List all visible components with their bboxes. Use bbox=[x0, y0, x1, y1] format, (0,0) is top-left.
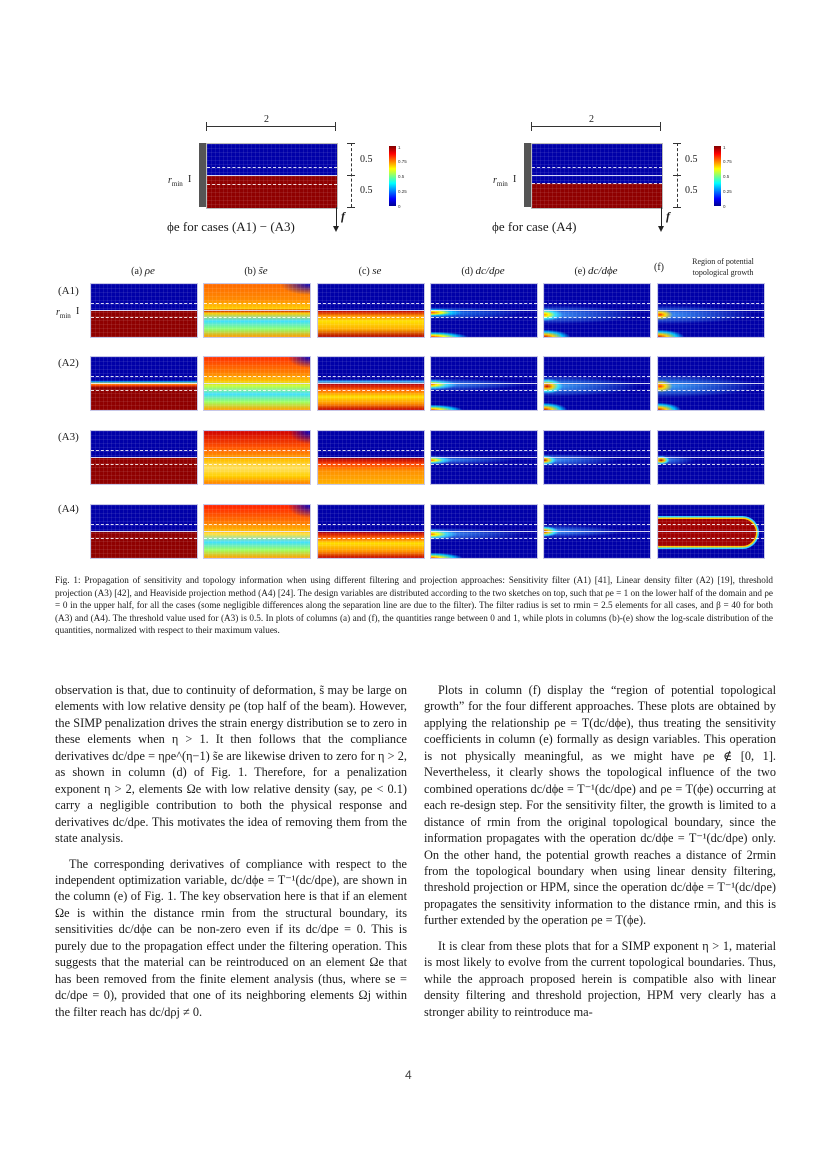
column-header-f: (f) Region of potential topological growth bbox=[654, 257, 754, 277]
panel-a2-growth-region bbox=[657, 356, 765, 411]
panel-a1-rho bbox=[90, 283, 198, 338]
panel-a4-growth-region bbox=[657, 504, 765, 559]
panel-a1-strain-energy-unpenalized bbox=[203, 283, 311, 338]
panel-a3-dc-dphi bbox=[543, 430, 651, 485]
page-number: 4 bbox=[405, 1068, 412, 1082]
width-label: 2 bbox=[264, 114, 269, 125]
panel-a1-dc-dphi bbox=[543, 283, 651, 338]
column-header-b: (b) s̃e bbox=[244, 265, 268, 277]
design-domain bbox=[206, 143, 338, 209]
row-label-a4: (A4) bbox=[58, 503, 79, 515]
colorbar-tick: 0.5 bbox=[723, 174, 730, 179]
rmin-row-label: $r_{min}$ bbox=[56, 307, 71, 320]
panel-a1-growth-region bbox=[657, 283, 765, 338]
column-header-d: (d) dc/dρe bbox=[461, 265, 505, 277]
colorbar bbox=[714, 146, 721, 206]
panel-a4-dc-drho bbox=[430, 504, 538, 559]
row-label-a1: (A1) bbox=[58, 285, 79, 297]
panel-a4-strain-energy-unpenalized bbox=[203, 504, 311, 559]
panel-a1-dc-drho bbox=[430, 283, 538, 338]
colorbar-tick: 0 bbox=[398, 204, 401, 209]
panel-a3-growth-region bbox=[657, 430, 765, 485]
figure-caption: Fig. 1: Propagation of sensitivity and topology information when using different filtering and projection approaches: Sensitivity filter (A1) [41], Linear density filter (A2) [19], threshold projection (A3) [42], and Heaviside projection method (A4) [24]. The design variables are distributed according to the two sketches on top, such that ρe = 1 on the lower half of the domain and ρe = 0 in the upper half, for all the cases (some negligible differences along the separation line are due to the filter). The filter radius is set to rmin = 2.5 elements for all cases, and β = 40 for both (A3) and (A4). The threshold value used for (A3) is 0.5. In plots of columns (a) and (f), the quantities range between 0 and 1, while plots in columns (b)-(e) show the log-scale distribution of the quantities, normalized with respect to their maximum values. bbox=[55, 575, 773, 635]
paragraph: observation is that, due to continuity of deformation, s̃ may be large on elements with low relative density ρe (top half of the beam). However, the SIMP penalization drives the strain energy distribution se to zero in these elements when η > 1. It then follows that the compliance derivatives dc/dρe = ηρe^(η−1) s̃e are likewise driven to zero for η > 2, as shown in column (d) of Fig. 1. Therefore, for a penalization exponent η > 2, elements Ωe with low relative density (say, ρe < 0.1) carry a negligible contribution to both the physical response and derivatives dc/dρe. This motivates the idea of removing them from the state analysis. bbox=[55, 683, 407, 846]
colorbar-tick: 1 bbox=[723, 145, 726, 150]
panel-a2-dc-drho bbox=[430, 356, 538, 411]
sketch-caption: ϕe for cases (A1) − (A3) bbox=[167, 219, 295, 234]
width-dimension bbox=[531, 126, 661, 127]
lower-height-label: 0.5 bbox=[685, 185, 698, 196]
left-column bbox=[55, 682, 407, 1020]
panel-a2-dc-dphi bbox=[543, 356, 651, 411]
colorbar-tick: 0.75 bbox=[398, 159, 407, 164]
panel-a4-strain-energy bbox=[317, 504, 425, 559]
column-header-a: (a) ρe bbox=[131, 265, 155, 277]
fixed-wall bbox=[199, 143, 206, 207]
paragraph: Plots in column (f) display the “region of potential topological growth” for the four different approaches. These plots are obtained by applying the relationship ρe = T(dc/dϕe), thus treating the sensitivity coefficients in column (e) formally as design variables. This operation is not physically meaningful, as we might have ρe ∉ [0, 1]. Nevertheless, it clearly shows the topological influence of the two combined operations dc/dϕe = T⁻¹(dc/dρe) and ρe = T(ϕe) occurring at each re-design step. For the sensitivity filter, the growth is limited to a distance of rmin from the original topological boundary, since the information propagates with the operation dc/dϕe = T⁻¹(dc/dρe) only. On the other hand, the potential growth reaches a distance of 2rmin from the topological boundary when using linear density filtering, threshold projection or HPM, since the operation dc/dϕe = T⁻¹(dc/dρe) propagates the sensitivity information to the distance rmin, and this is further extended by the operation ρe = T(ϕe). bbox=[424, 683, 776, 928]
panel-a2-strain-energy bbox=[317, 356, 425, 411]
force-arrow-icon bbox=[336, 207, 337, 229]
panel-a3-strain-energy bbox=[317, 430, 425, 485]
paragraph: The corresponding derivatives of compliance with respect to the independent optimization variable, dc/dϕe = T⁻¹(dc/dρe), are shown in the column (e) of Fig. 1. The key observation here is that if an element Ωe is within the distance rmin from the structural boundary, its sensitivities dc/dϕe can be non-zero even if its dc/dρe = 0. This is purely due to the propagation effect under the filtering operation. This suggests that the material can be reintroduced on an element Ωe that has been removed from the finite element analysis (thus, where se = dc/dρe = 0), provided that one of its neighboring elements Ωj within the filter reach has dc/dρj ≠ 0. bbox=[55, 856, 407, 1019]
colorbar bbox=[389, 146, 396, 206]
panel-a4-dc-dphi bbox=[543, 504, 651, 559]
rmin-bracket-icon: I bbox=[513, 174, 517, 185]
rmin-bracket-icon: I bbox=[188, 174, 192, 185]
width-label: 2 bbox=[589, 114, 594, 125]
row-label-a2: (A2) bbox=[58, 357, 79, 369]
sketch-caption: ϕe for case (A4) bbox=[492, 219, 577, 234]
design-domain bbox=[531, 143, 663, 209]
column-header-e: (e) dc/dϕe bbox=[574, 265, 618, 277]
row-label-a3: (A3) bbox=[58, 431, 79, 443]
upper-height-label: 0.5 bbox=[685, 154, 698, 165]
rmin-label: $r_{min}$ bbox=[493, 175, 508, 188]
panel-a3-strain-energy-unpenalized bbox=[203, 430, 311, 485]
rmin-bracket-icon: I bbox=[76, 306, 80, 317]
colorbar-tick: 0.25 bbox=[398, 189, 407, 194]
colorbar-tick: 0 bbox=[723, 204, 726, 209]
colorbar-tick: 1 bbox=[398, 145, 401, 150]
fixed-wall bbox=[524, 143, 531, 207]
force-label: f bbox=[341, 209, 345, 223]
right-column bbox=[424, 682, 776, 1020]
lower-height-label: 0.5 bbox=[360, 185, 373, 196]
paragraph: It is clear from these plots that for a SIMP exponent η > 1, material is most likely to evolve from the current topological boundaries. Thus, while the approach proposed herein is compatible also with linear density filtering and threshold projection, HPM very clearly has a stronger ability to reintroduce ma- bbox=[424, 938, 776, 1019]
rmin-label: $r_{min}$ bbox=[168, 175, 183, 188]
force-label: f bbox=[666, 209, 670, 223]
column-header-c: (c) se bbox=[358, 265, 382, 277]
upper-height-label: 0.5 bbox=[360, 154, 373, 165]
colorbar-tick: 0.25 bbox=[723, 189, 732, 194]
panel-a4-rho bbox=[90, 504, 198, 559]
panel-a2-rho bbox=[90, 356, 198, 411]
panel-a3-rho bbox=[90, 430, 198, 485]
panel-a1-strain-energy bbox=[317, 283, 425, 338]
width-dimension bbox=[206, 126, 336, 127]
colorbar-tick: 0.75 bbox=[723, 159, 732, 164]
panel-a3-dc-drho bbox=[430, 430, 538, 485]
panel-a2-strain-energy-unpenalized bbox=[203, 356, 311, 411]
force-arrow-icon bbox=[661, 207, 662, 229]
colorbar-tick: 0.5 bbox=[398, 174, 405, 179]
